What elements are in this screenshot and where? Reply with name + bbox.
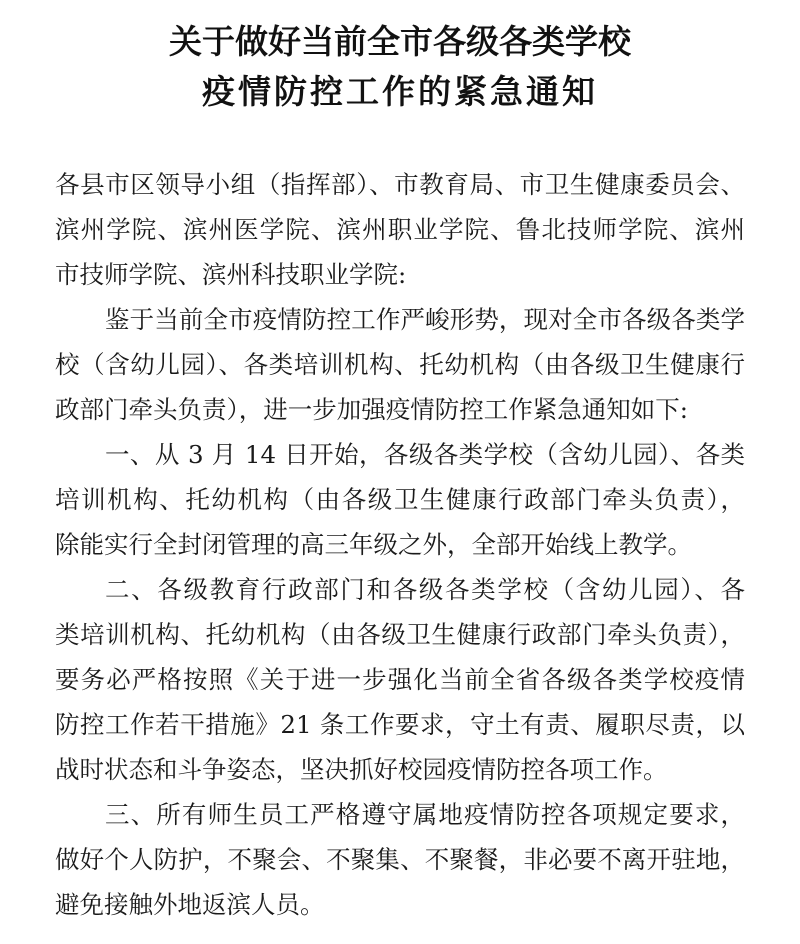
document-title-line-2: 疫情防控工作的紧急通知 [202, 72, 598, 111]
text-line: 做好个人防护，不聚会、不聚集、不聚餐，非必要不离开驻地， [55, 845, 745, 874]
text-line: 防控工作若干措施》21 条工作要求，守土有责、履职尽责，以 [55, 710, 745, 739]
text-line: 各县市区领导小组（指挥部）、市教育局、市卫生健康委员会、 [55, 170, 745, 199]
text-line: 一、从 3 月 14 日开始，各级各类学校（含幼儿园）、各类 [105, 440, 745, 469]
text-line: 校（含幼儿园）、各类培训机构、托幼机构（由各级卫生健康行 [55, 350, 745, 379]
text-line: 三、所有师生员工严格遵守属地疫情防控各项规定要求， [105, 800, 745, 829]
text-line: 避免接触外地返滨人员。 [55, 890, 325, 919]
text-line: 类培训机构、托幼机构（由各级卫生健康行政部门牵头负责）， [55, 620, 745, 649]
text-line: 培训机构、托幼机构（由各级卫生健康行政部门牵头负责）， [55, 485, 745, 514]
text-line: 市技师学院、滨州科技职业学院: [55, 260, 407, 289]
text-line: 除能实行全封闭管理的高三年级之外，全部开始线上教学。 [55, 530, 692, 559]
text-line: 战时状态和斗争姿态，坚决抓好校园疫情防控各项工作。 [55, 755, 668, 784]
text-line: 鉴于当前全市疫情防控工作严峻形势，现对全市各级各类学 [105, 305, 745, 334]
document-body [55, 162, 745, 927]
text-line: 要务必严格按照《关于进一步强化当前全省各级各类学校疫情 [55, 665, 745, 694]
document-title-line-1: 关于做好当前全市各级各类学校 [169, 22, 631, 61]
text-line: 二、各级教育行政部门和各级各类学校（含幼儿园）、各 [105, 575, 745, 604]
text-line: 政部门牵头负责），进一步加强疫情防控工作紧急通知如下: [55, 395, 689, 424]
text-line: 滨州学院、滨州医学院、滨州职业学院、鲁北技师学院、滨州 [55, 215, 745, 244]
